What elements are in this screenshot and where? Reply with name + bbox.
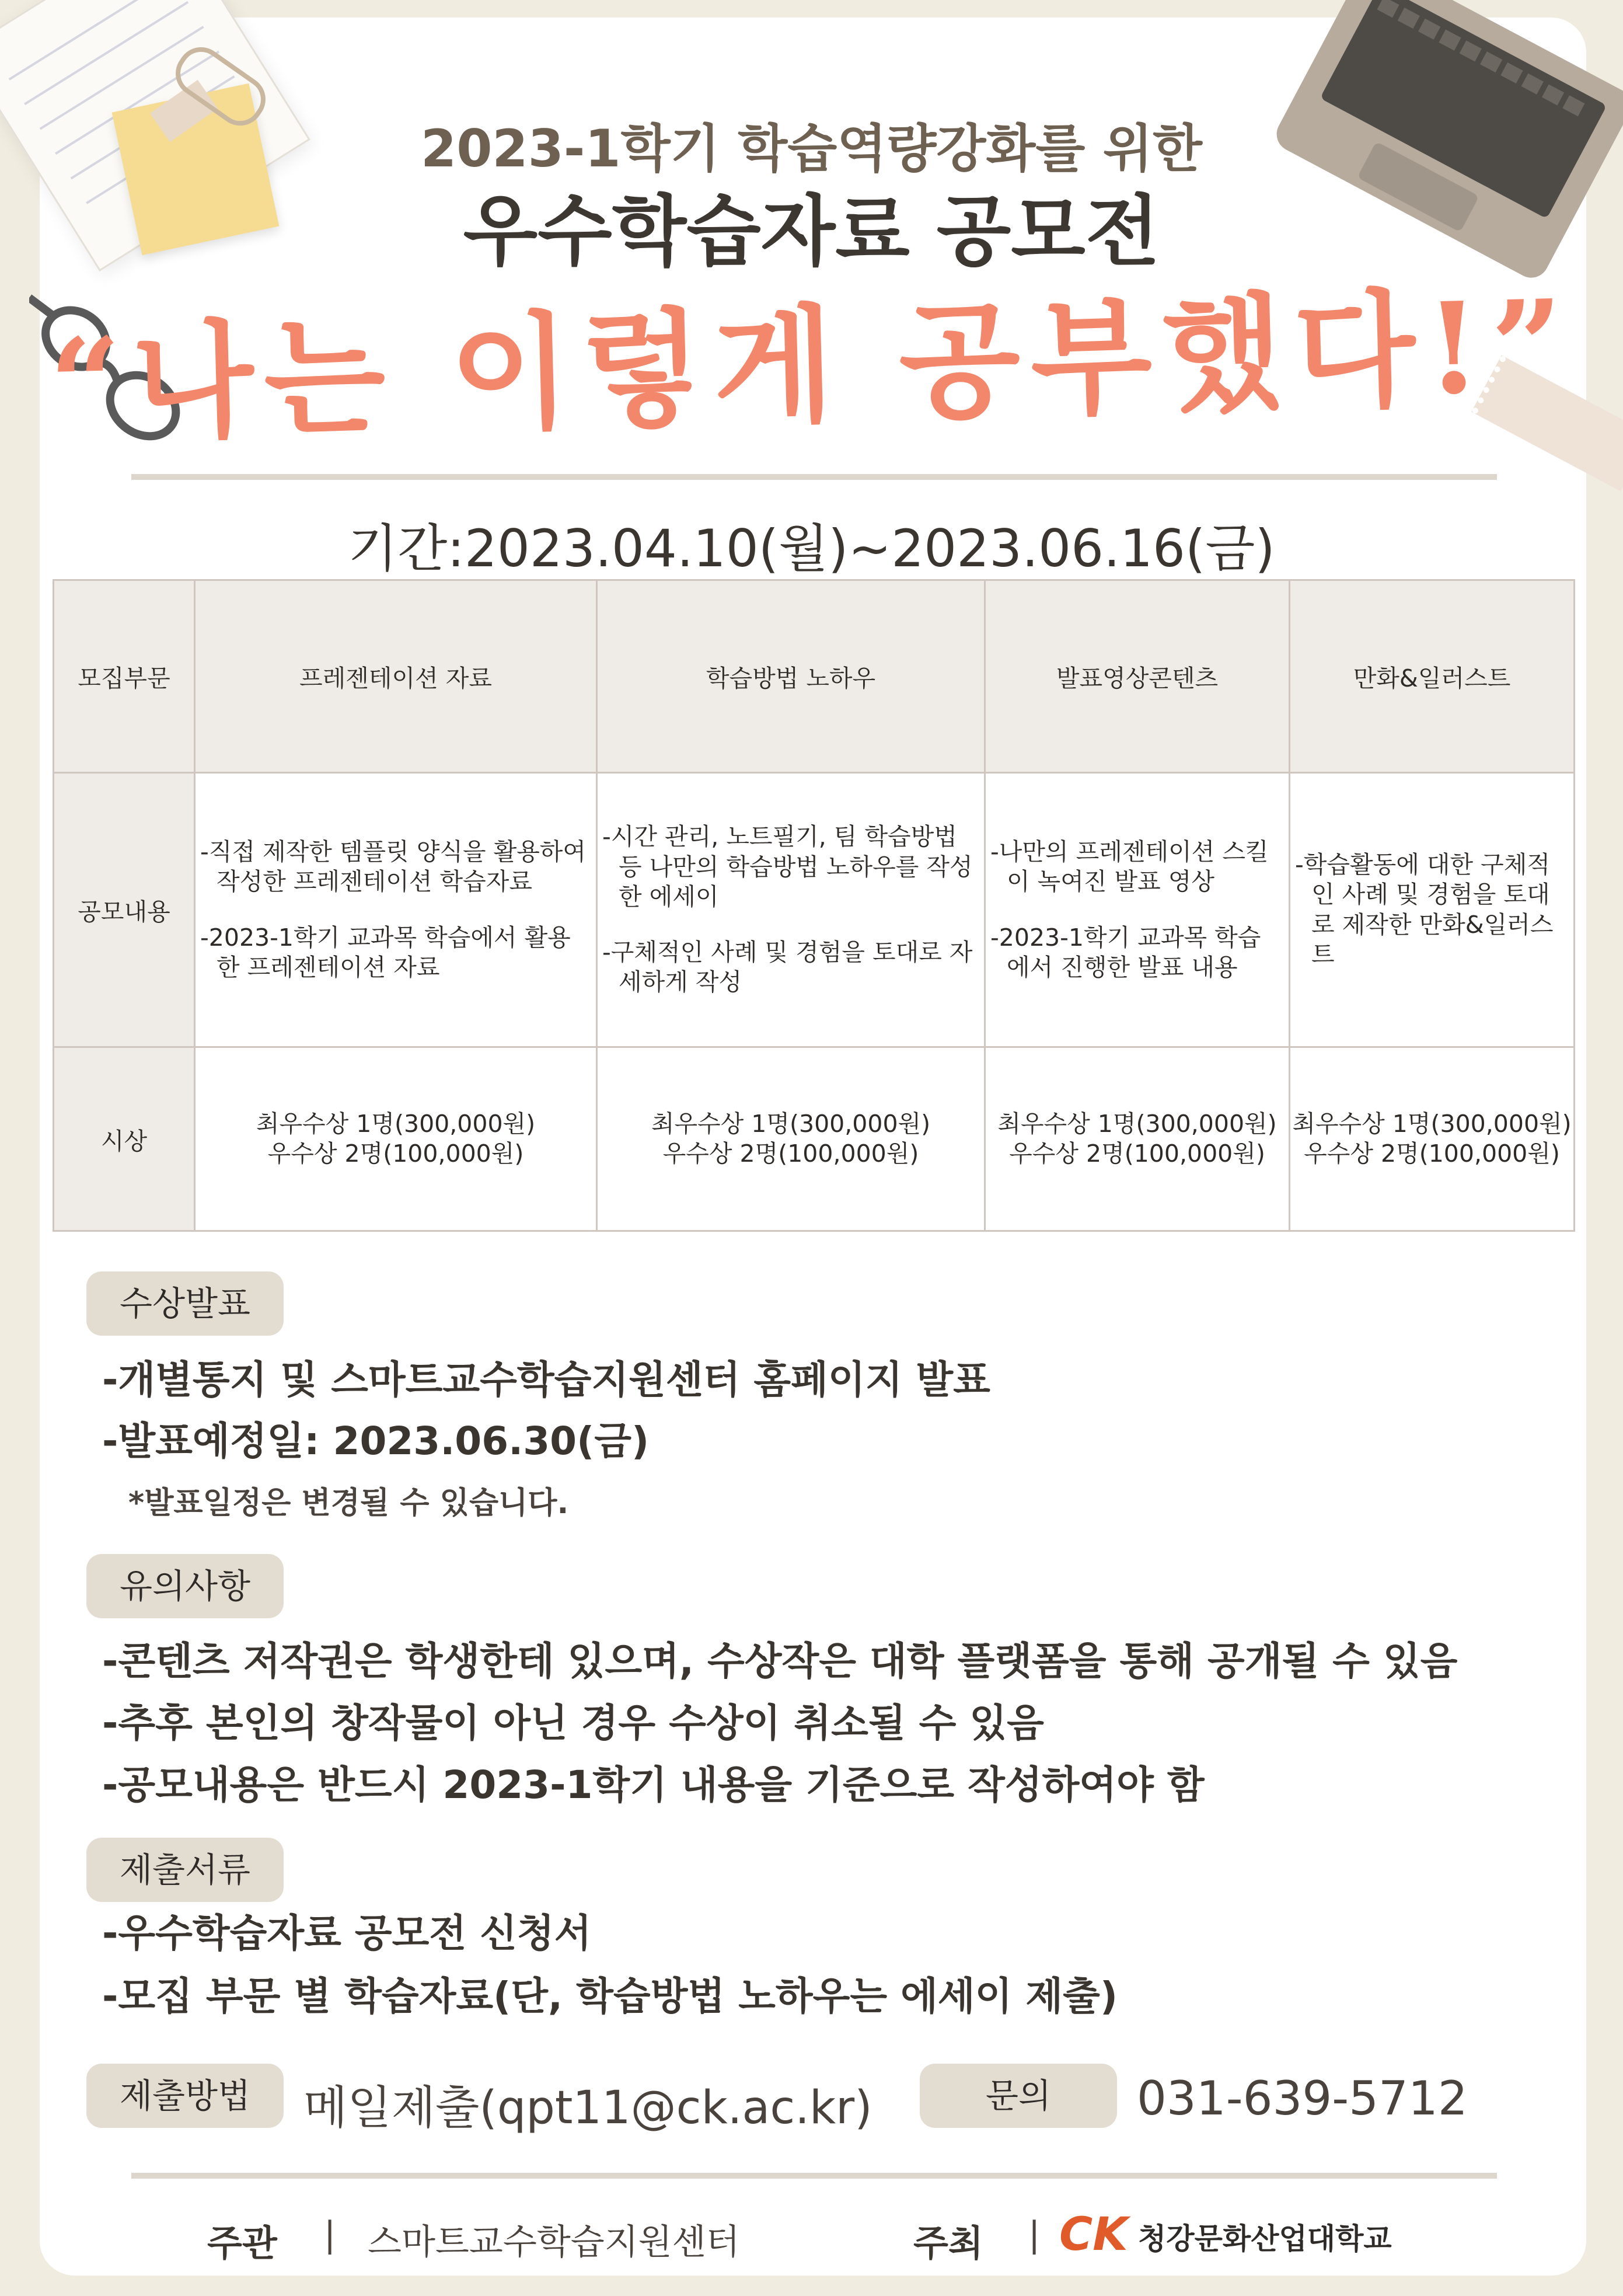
award-line: 우수상 2명(100,000원) [1304, 1140, 1560, 1168]
contest-table [53, 579, 1575, 1232]
award-line: 우수상 2명(100,000원) [662, 1140, 919, 1168]
row-label: 공모내용 [54, 773, 195, 1047]
content-item: -시간 관리, 노트필기, 팀 학습방법 등 나만의 학습방법 노하우를 작성한 에세이 [602, 823, 973, 911]
content-item: -직접 제작한 템플릿 양식을 활용하여 작성한 프레젠테이션 학습자료 [200, 838, 587, 896]
row-label: 시상 [54, 1047, 195, 1231]
award-line: 우수상 2명(100,000원) [1009, 1140, 1265, 1168]
announcement-line: -개별통지 및 스마트교수학습지원센터 홈페이지 발표 [102, 1357, 990, 1402]
caution-line: -콘텐츠 저작권은 학생한테 있으며, 수상작은 대학 플랫폼을 통해 공개될 수 있음 [102, 1639, 1458, 1684]
award-cell [1290, 1047, 1575, 1231]
subtitle: 2023-1학기 학습역량강화를 위한 [420, 119, 1203, 179]
content-item: -2023-1학기 교과목 학습에서 활용한 프레젠테이션 자료 [200, 923, 571, 981]
award-line: 최우수상 1명(300,000원) [256, 1109, 536, 1138]
submission-method-label: 제출방법 [86, 2064, 284, 2128]
divider-bottom [131, 2173, 1497, 2179]
submission-email: 메일제출(qpt11@ck.ac.kr) [303, 2082, 872, 2134]
header-cell: 학습방법 노하우 [597, 580, 985, 773]
award-cell [195, 1047, 597, 1231]
content-item: -학습활동에 대한 구체적인 사례 및 경험을 토대로 제작한 만화&일러스트 [1295, 851, 1554, 968]
table-row-content [54, 773, 1575, 1047]
award-cell [985, 1047, 1290, 1231]
content-cell [195, 773, 597, 1047]
content-cell [985, 773, 1290, 1047]
section-title-caution: 유의사항 [86, 1554, 284, 1618]
separator: | [1028, 2214, 1041, 2255]
host-label: 주최 [913, 2222, 983, 2264]
announcement-note: *발표일정은 변경될 수 있습니다. [128, 1486, 569, 1521]
header-cell: 만화&일러스트 [1290, 580, 1575, 773]
organizer-name: 스마트교수학습지원센터 [368, 2222, 740, 2263]
organizer-label: 주관 [207, 2222, 277, 2264]
award-line: 최우수상 1명(300,000원) [997, 1109, 1277, 1138]
content-cell [1290, 773, 1575, 1047]
contact-phone: 031-639-5712 [1137, 2071, 1468, 2126]
table-row-award [54, 1047, 1575, 1231]
announcement-line: -발표예정일: 2023.06.30(금) [102, 1419, 650, 1464]
header-cell: 발표영상콘텐츠 [985, 580, 1290, 773]
content-cell [597, 773, 985, 1047]
content-item: -2023-1학기 교과목 학습에서 진행한 발표 내용 [990, 923, 1261, 981]
university-logo: CK [1059, 2208, 1128, 2261]
host-name: 청강문화산업대학교 [1138, 2222, 1392, 2256]
award-line: 최우수상 1명(300,000원) [651, 1109, 931, 1138]
award-line: 최우수상 1명(300,000원) [1292, 1109, 1572, 1138]
content-item: -구체적인 사례 및 경험을 토대로 자세하게 작성 [602, 938, 973, 997]
header-cell: 모집부문 [54, 580, 195, 773]
caution-line: -공모내용은 반드시 2023-1학기 내용을 기준으로 작성하여야 함 [102, 1762, 1205, 1807]
caution-line: -추후 본인의 창작물이 아닌 경우 수상이 취소될 수 있음 [102, 1701, 1044, 1745]
award-line: 우수상 2명(100,000원) [267, 1140, 524, 1168]
header-cell: 프레젠테이션 자료 [195, 580, 597, 773]
documents-line: -우수학습자료 공모전 신청서 [102, 1911, 592, 1956]
table-header-row [54, 580, 1575, 773]
documents-line: -모집 부문 별 학습자료(단, 학습방법 노하우는 에세이 제출) [102, 1974, 1118, 2019]
contact-label: 문의 [920, 2064, 1117, 2128]
divider-top [131, 474, 1497, 480]
content-item: -나만의 프레젠테이션 스킬이 녹여진 발표 영상 [990, 838, 1269, 896]
section-title-documents: 제출서류 [86, 1838, 284, 1902]
period: 기간:2023.04.10(월)~2023.06.16(금) [348, 518, 1275, 579]
separator: | [324, 2214, 336, 2255]
slogan: “나는 이렇게 공부했다!” [47, 271, 1576, 459]
award-cell [597, 1047, 985, 1231]
section-title-announcement: 수상발표 [86, 1271, 284, 1336]
page-title: 우수학습자료 공모전 [463, 187, 1160, 277]
